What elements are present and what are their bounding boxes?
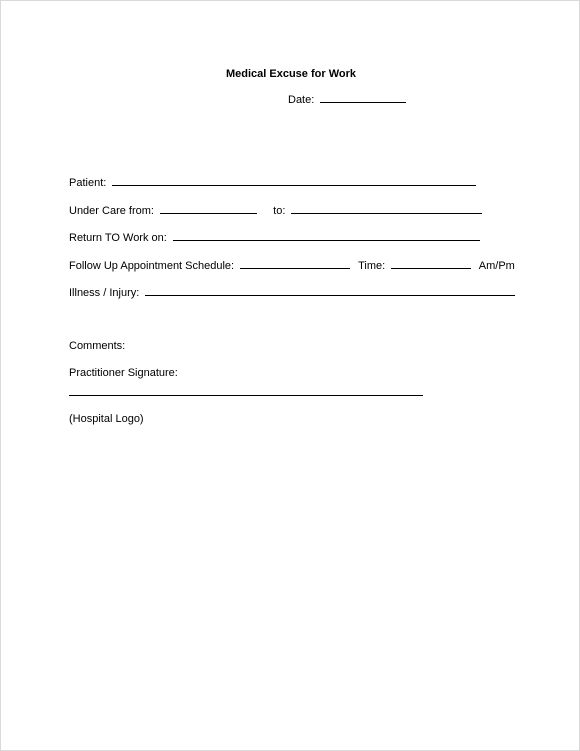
date-label: Date: — [288, 94, 315, 106]
ampm-label: Am/Pm — [478, 260, 515, 272]
patient-row — [69, 175, 476, 189]
return-to-work-field[interactable] — [173, 230, 480, 241]
to-label: to: — [273, 205, 286, 217]
signature-field[interactable] — [69, 395, 423, 396]
date-row — [288, 92, 406, 106]
return-to-work-row — [69, 230, 480, 244]
under-care-row — [69, 203, 482, 217]
followup-label: Follow Up Appointment Schedule: — [69, 260, 235, 272]
illness-field[interactable] — [145, 285, 515, 296]
patient-label: Patient: — [69, 177, 107, 189]
illness-label: Illness / Injury: — [69, 287, 140, 299]
time-field[interactable] — [391, 258, 471, 269]
date-field[interactable] — [320, 92, 406, 103]
under-care-label: Under Care from: — [69, 205, 154, 217]
under-care-to-field[interactable] — [291, 203, 482, 214]
followup-date-field[interactable] — [240, 258, 350, 269]
followup-row — [69, 258, 515, 272]
return-to-work-label: Return TO Work on: — [69, 232, 167, 244]
document-title: Medical Excuse for Work — [225, 68, 356, 80]
under-care-from-field[interactable] — [160, 203, 257, 214]
illness-row — [69, 285, 515, 299]
hospital-logo-placeholder: (Hospital Logo) — [69, 413, 144, 425]
comments-label: Comments: — [69, 340, 126, 352]
signature-label: Practitioner Signature: — [69, 367, 178, 379]
time-label: Time: — [358, 260, 386, 272]
patient-field[interactable] — [112, 175, 476, 186]
